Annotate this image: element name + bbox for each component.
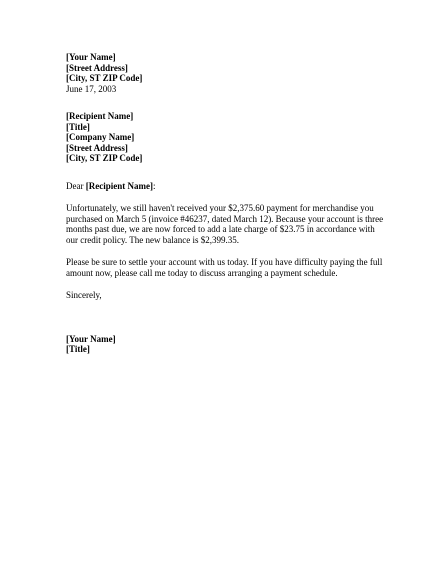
salutation [66, 181, 384, 192]
sender-city-state-zip: [City, ST ZIP Code] [66, 73, 143, 83]
letter-body [66, 52, 384, 355]
recipient-title: [Title] [66, 121, 90, 132]
sender-name: [Your Name] [66, 52, 116, 62]
body-paragraph-1: Unfortunately, we still haven't received your $2,375.60 payment for merchandise you purchased on March 5 (invoice #46237, dated March 12). Because your account is three months past due, we are now forced to add a late charge of $23.75 in accordance with our credit policy. The new balance is $2,399.35. [66, 203, 384, 245]
closing: Sincerely, [66, 290, 102, 300]
letter-date: June 17, 2003 [66, 83, 117, 94]
recipient-block [66, 111, 384, 164]
recipient-street-address: [Street Address] [66, 142, 128, 153]
recipient-city-state-zip: [City, ST ZIP Code] [66, 153, 143, 163]
salutation-suffix: : [152, 180, 156, 191]
signature-block [66, 334, 384, 355]
recipient-name: [Recipient Name] [66, 111, 134, 121]
salutation-prefix: Dear [66, 180, 86, 191]
salutation-recipient-name: [Recipient Name] [85, 180, 153, 191]
sender-street-address: [Street Address] [66, 62, 128, 73]
signature-name: [Your Name] [66, 333, 116, 344]
recipient-company-name: [Company Name] [66, 132, 135, 142]
sender-block [66, 52, 384, 94]
signature-title: [Title] [66, 344, 90, 354]
body-paragraph-2: Please be sure to settle your account with us today. If you have difficulty paying the full amount now, please call me today to discuss arranging a payment schedule. [66, 257, 383, 278]
